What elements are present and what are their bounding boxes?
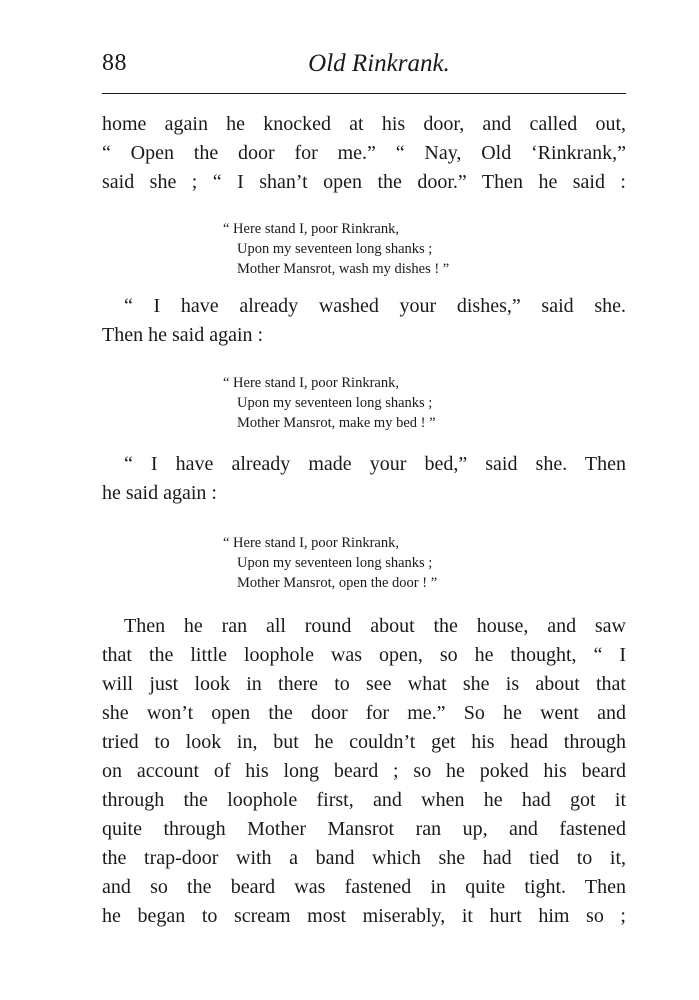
verse-line: Upon my seventeen long shanks ; [237, 241, 433, 257]
text-line: home again he knocked at his door, and called out, [102, 113, 626, 135]
header-rule [102, 93, 626, 94]
text-line: tried to look in, but he couldn’t get his head through [102, 731, 626, 753]
text-line: he said again : [102, 482, 217, 504]
verse-line: “ Here stand I, poor Rinkrank, [223, 375, 399, 391]
text-line: that the little loophole was open, so he thought, “ I [102, 644, 626, 666]
text-line: she won’t open the door for me.” So he went and [102, 702, 626, 724]
verse-3 [223, 533, 438, 593]
text-line: on account of his long beard ; so he poked his beard [102, 760, 626, 782]
text-line: “ I have already washed your dishes,” said she. [124, 295, 626, 317]
text-line: and so the beard was fastened in quite tight. Then [102, 876, 626, 898]
text-line: the trap-door with a band which she had tied to it, [102, 847, 626, 869]
paragraph-2 [102, 292, 626, 350]
text-line: “ I have already made your bed,” said she. Then [124, 453, 626, 475]
verse-line: Upon my seventeen long shanks ; [237, 555, 433, 571]
text-line: through the loophole first, and when he had got it [102, 789, 626, 811]
text-line: said she ; “ I shan’t open the door.” Then he said : [102, 171, 626, 193]
verse-2 [223, 373, 436, 433]
running-title: Old Rinkrank. [308, 50, 450, 77]
paragraph-4 [102, 612, 626, 931]
text-line: quite through Mother Mansrot ran up, and fastened [102, 818, 626, 840]
text-line: Then he ran all round about the house, and saw [124, 615, 626, 637]
text-line: “ Open the door for me.” “ Nay, Old ‘Rinkrank,” [102, 142, 626, 164]
paragraph-1 [102, 110, 626, 197]
verse-line: Upon my seventeen long shanks ; [237, 395, 433, 411]
text-line: Then he said again : [102, 324, 264, 346]
page-header [102, 50, 626, 86]
text-line: he began to scream most miserably, it hurt him so ; [102, 905, 626, 927]
verse-line: “ Here stand I, poor Rinkrank, [223, 535, 399, 551]
verse-line: Mother Mansrot, make my bed ! ” [237, 415, 436, 431]
paragraph-3 [102, 450, 626, 508]
text-line: will just look in there to see what she is about that [102, 673, 626, 695]
page-number: 88 [102, 50, 127, 76]
verse-line: Mother Mansrot, wash my dishes ! ” [237, 261, 450, 277]
verse-line: Mother Mansrot, open the door ! ” [237, 575, 438, 591]
verse-1 [223, 219, 450, 279]
verse-line: “ Here stand I, poor Rinkrank, [223, 221, 399, 237]
